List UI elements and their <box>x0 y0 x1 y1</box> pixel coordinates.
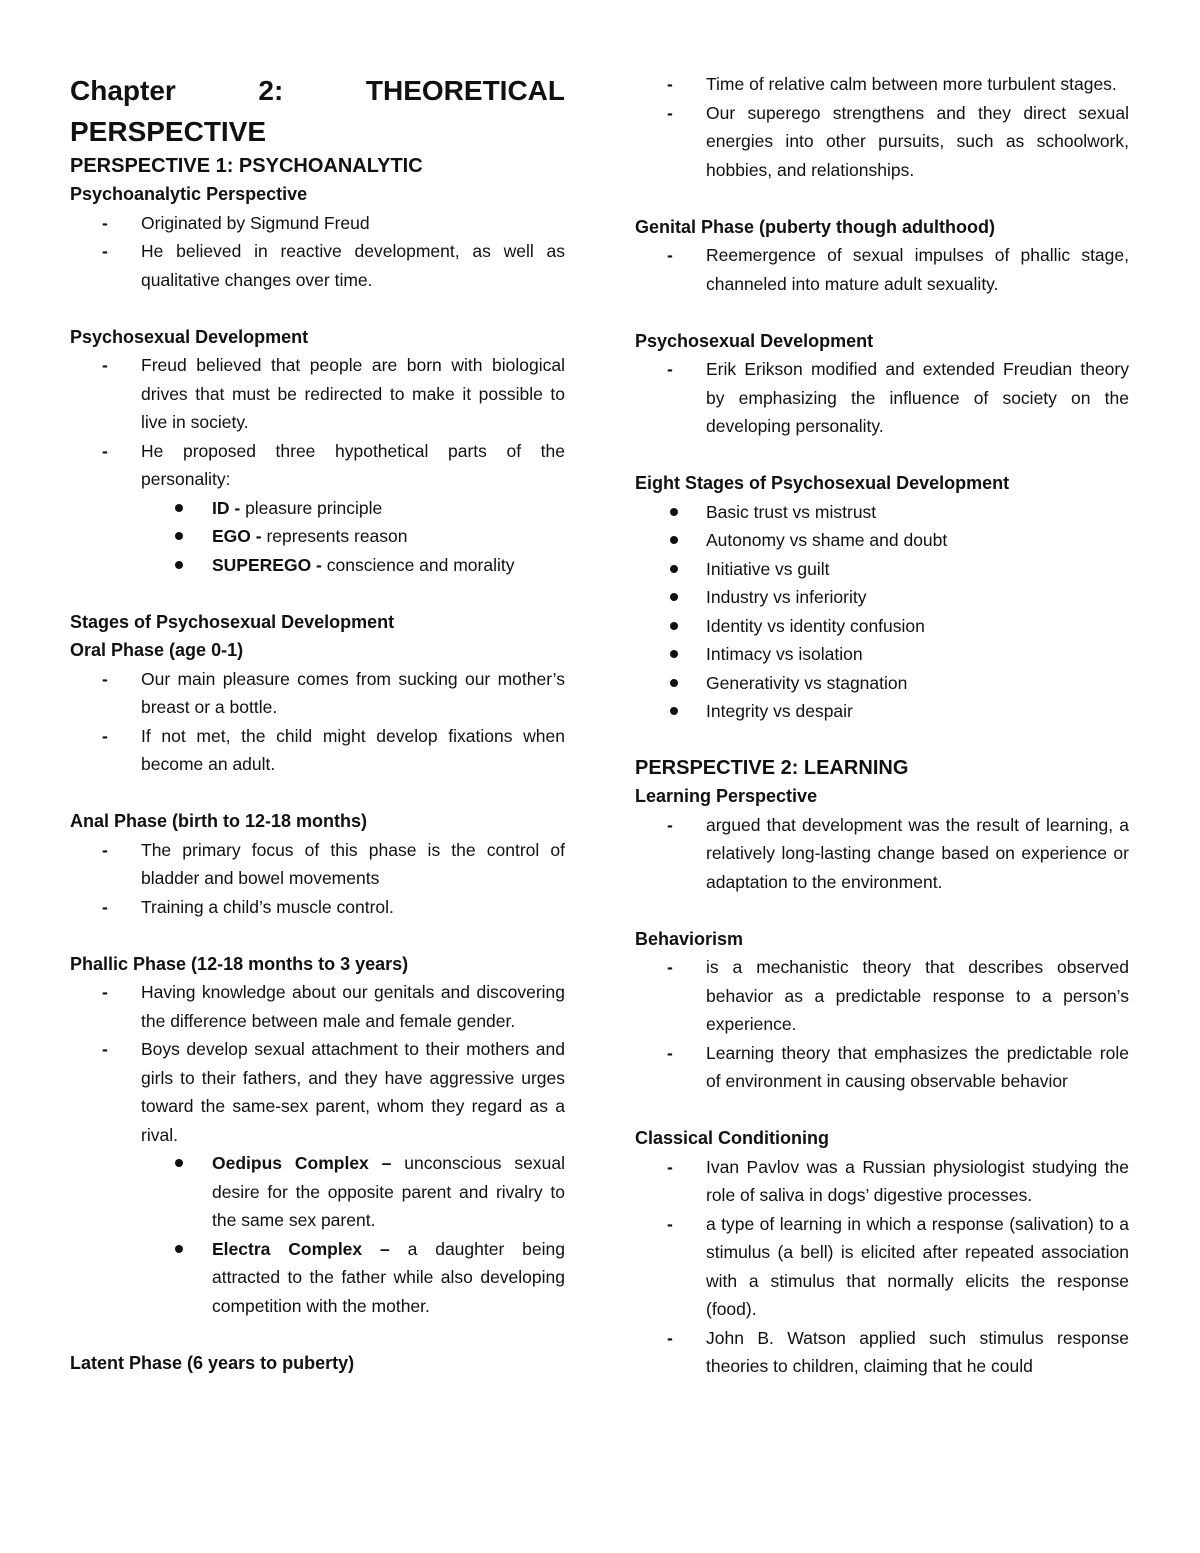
list-item: Generativity vs stagnation <box>635 669 1129 698</box>
list-item: Integrity vs despair <box>635 697 1129 726</box>
psychosexual-heading: Psychosexual Development <box>70 326 309 347</box>
list-item: - Freud believed that people are born with biological drives that must be redirected to make it possible to live in society. <box>70 351 565 437</box>
chapter-title-line2: PERSPECTIVE <box>70 116 267 147</box>
perspective-2-title: PERSPECTIVE 2: LEARNING <box>635 757 909 779</box>
title-word-number: 2: <box>258 75 284 106</box>
list-item: - Learning theory that emphasizes the predictable role of environment in causing observable behavior <box>635 1039 1129 1096</box>
list-item: - Boys develop sexual attachment to their mothers and girls to their fathers, and they have aggressive urges toward the same-sex parent, whom they regard as a rival. <box>70 1035 565 1149</box>
list-item: - Training a child’s muscle control. <box>70 893 565 922</box>
eight-stages-list <box>635 498 1129 726</box>
learning-list <box>635 811 1129 897</box>
phallic-list <box>70 978 565 1320</box>
list-item: Initiative vs guilt <box>635 555 1129 584</box>
oedipus-complex-item: Oedipus Complex – unconscious sexual desire for the opposite parent and rivalry to the same sex parent. <box>70 1149 565 1235</box>
list-item: - Our main pleasure comes from sucking our mother’s breast or a bottle. <box>70 665 565 722</box>
personality-part-id: ID - pleasure principle <box>70 494 565 523</box>
list-item: - argued that development was the result of learning, a relatively long-lasting change based on experience or adaptation to the environment. <box>635 811 1129 897</box>
list-item: - He believed in reactive development, as well as qualitative changes over time. <box>70 237 565 294</box>
right-column <box>635 70 1129 1381</box>
personality-part-ego: EGO - represents reason <box>70 522 565 551</box>
list-item: - He proposed three hypothetical parts of the personality: <box>70 437 565 494</box>
phallic-heading: Phallic Phase (12-18 months to 3 years) <box>70 953 409 974</box>
erikson-heading: Psychosexual Development <box>635 330 874 351</box>
personality-part-superego: SUPEREGO - conscience and morality <box>70 551 565 580</box>
anal-heading: Anal Phase (birth to 12-18 months) <box>70 811 368 831</box>
oral-heading: Oral Phase (age 0-1) <box>70 640 244 660</box>
list-item: - Time of relative calm between more turbulent stages. <box>635 70 1129 99</box>
oral-list <box>70 665 565 779</box>
list-item: - Our superego strengthens and they direct sexual energies into other pursuits, such as schoolwork, hobbies, and relationships. <box>635 99 1129 185</box>
latent-heading: Latent Phase (6 years to puberty) <box>70 1352 355 1373</box>
classical-conditioning-heading: Classical Conditioning <box>635 1128 830 1148</box>
anal-list <box>70 836 565 922</box>
list-item: - is a mechanistic theory that describes observed behavior as a predictable response to a person’s experience. <box>635 953 1129 1039</box>
list-item: - Ivan Pavlov was a Russian physiologist studying the role of saliva in dogs’ digestive processes. <box>635 1153 1129 1210</box>
list-item: Intimacy vs isolation <box>635 640 1129 669</box>
erikson-list <box>635 355 1129 441</box>
behaviorism-heading: Behaviorism <box>635 928 744 949</box>
list-item: - Having knowledge about our genitals and discovering the difference between male and female gender. <box>70 978 565 1035</box>
genital-heading: Genital Phase (puberty though adulthood) <box>635 216 995 237</box>
eight-stages-heading: Eight Stages of Psychosexual Development <box>635 473 1010 493</box>
classical-conditioning-list <box>635 1153 1129 1381</box>
genital-list <box>635 241 1129 298</box>
psychoanalytic-list <box>70 209 565 295</box>
list-item: - John B. Watson applied such stimulus response theories to children, claiming that he could <box>635 1324 1129 1381</box>
learning-heading: Learning Perspective <box>635 786 818 806</box>
list-item: - Originated by Sigmund Freud <box>70 209 565 238</box>
left-column <box>70 70 565 1377</box>
electra-complex-item: Electra Complex – a daughter being attracted to the father while also developing competition with the mother. <box>70 1235 565 1321</box>
list-item: - The primary focus of this phase is the control of bladder and bowel movements <box>70 836 565 893</box>
list-item: - Reemergence of sexual impulses of phallic stage, channeled into mature adult sexuality. <box>635 241 1129 298</box>
latent-list <box>635 70 1129 184</box>
list-item: Basic trust vs mistrust <box>635 498 1129 527</box>
perspective-1-title: PERSPECTIVE 1: PSYCHOANALYTIC <box>70 155 423 177</box>
list-item: - a type of learning in which a response (salivation) to a stimulus (a bell) is elicited after repeated association with a stimulus that normally elicits the response (food). <box>635 1210 1129 1324</box>
list-item: Industry vs inferiority <box>635 583 1129 612</box>
chapter-title <box>70 70 565 111</box>
list-item: Autonomy vs shame and doubt <box>635 526 1129 555</box>
title-word-theoretical: THEORETICAL <box>365 75 565 106</box>
list-item: Identity vs identity confusion <box>635 612 1129 641</box>
list-item: - If not met, the child might develop fixations when become an adult. <box>70 722 565 779</box>
psychoanalytic-heading: Psychoanalytic Perspective <box>70 184 308 204</box>
stages-heading: Stages of Psychosexual Development <box>70 611 395 632</box>
psychosexual-list <box>70 351 565 579</box>
title-word-chapter: Chapter <box>70 75 176 106</box>
list-item: - Erik Erikson modified and extended Freudian theory by emphasizing the influence of society on the developing personality. <box>635 355 1129 441</box>
behaviorism-list <box>635 953 1129 1096</box>
